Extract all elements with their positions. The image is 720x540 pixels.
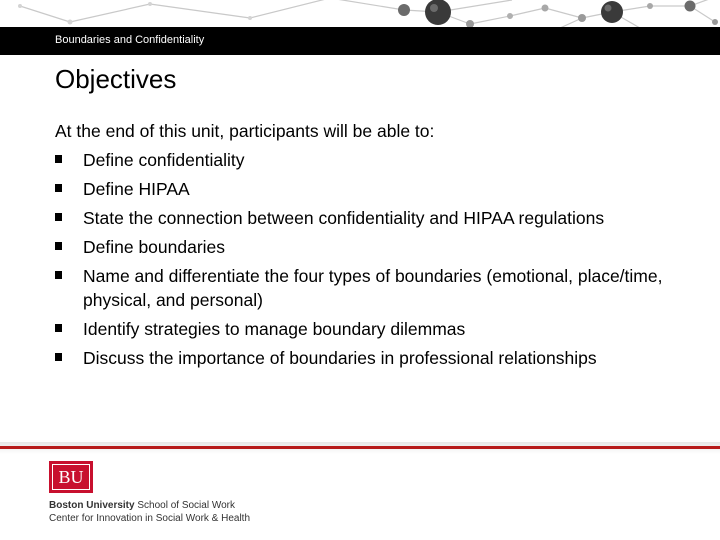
course-title: Boundaries and Confidentiality bbox=[55, 34, 205, 46]
objective-item bbox=[55, 177, 675, 201]
header-bar bbox=[0, 27, 720, 55]
objective-item bbox=[55, 235, 675, 259]
bu-logo bbox=[49, 461, 93, 493]
square-bullet-icon bbox=[55, 271, 62, 279]
footer-school-line bbox=[49, 500, 235, 511]
school-name: School of Social Work bbox=[134, 500, 235, 511]
footer-center-line: Center for Innovation in Social Work & Health bbox=[49, 513, 251, 524]
objective-text: Identify strategies to manage boundary dilemmas bbox=[83, 319, 466, 339]
footer-divider bbox=[0, 446, 720, 449]
square-bullet-icon bbox=[55, 353, 62, 361]
objective-text: Discuss the importance of boundaries in professional relationships bbox=[83, 348, 597, 368]
square-bullet-icon bbox=[55, 324, 62, 332]
objective-item bbox=[55, 346, 675, 370]
bu-logo-mark bbox=[52, 464, 90, 490]
square-bullet-icon bbox=[55, 213, 62, 221]
objective-text: State the connection between confidentiality and HIPAA regulations bbox=[83, 208, 605, 228]
slide-content bbox=[55, 119, 675, 375]
university-name: Boston University bbox=[49, 500, 135, 511]
objective-text: Name and differentiate the four types of boundaries (emotional, place/time, physical, and personal) bbox=[83, 266, 663, 310]
objective-text: Define HIPAA bbox=[83, 179, 190, 199]
bu-logo-text: BU bbox=[58, 467, 84, 487]
objective-item bbox=[55, 206, 675, 230]
intro-text: At the end of this unit, participants will be able to: bbox=[55, 121, 435, 141]
objective-item bbox=[55, 148, 675, 172]
objective-item bbox=[55, 264, 675, 312]
objective-text: Define confidentiality bbox=[83, 150, 245, 170]
square-bullet-icon bbox=[55, 155, 62, 163]
objective-text: Define boundaries bbox=[83, 237, 226, 257]
square-bullet-icon bbox=[55, 242, 62, 250]
objectives-list bbox=[55, 148, 675, 370]
slide-title: Objectives bbox=[55, 64, 177, 94]
square-bullet-icon bbox=[55, 184, 62, 192]
objective-item bbox=[55, 317, 675, 341]
network-nodes-graphic bbox=[0, 0, 720, 28]
